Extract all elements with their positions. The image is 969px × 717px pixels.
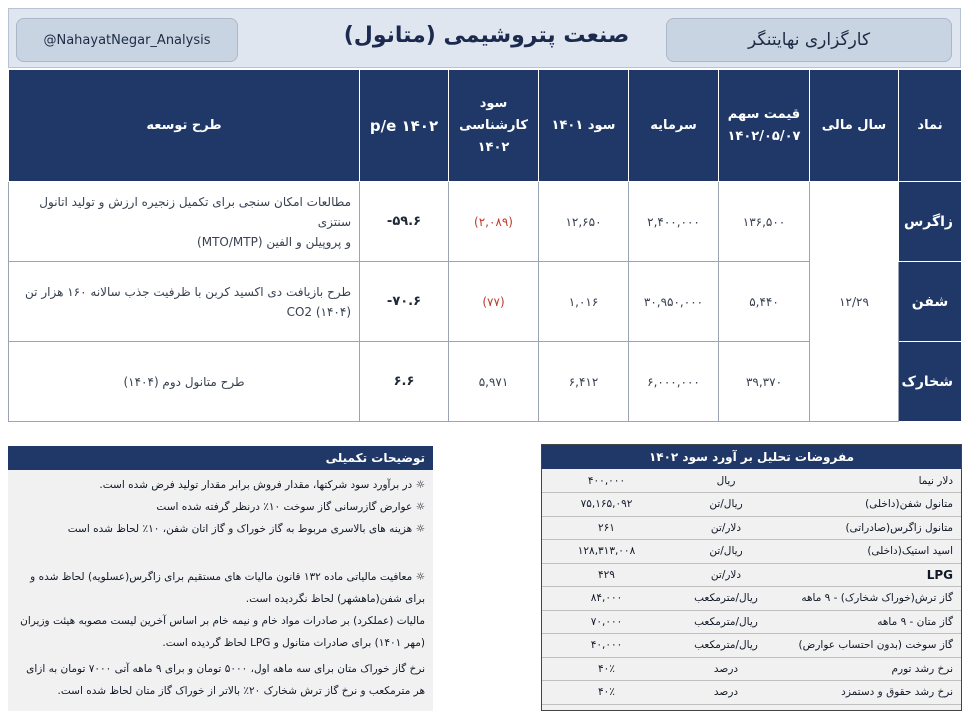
note-item (8, 566, 433, 588)
col-plan: طرح توسعه (9, 70, 360, 182)
assumption-value: ۴۰,۰۰۰ (542, 634, 671, 658)
table-row (542, 634, 961, 658)
note-item: نرخ گاز خوراک متان برای سه ماهه اول، ۵۰۰۰ تومان و برای ۹ ماهه آتی ۷۰۰۰ تومان به ازای (26, 663, 425, 675)
pe-cell: -۷۰.۶ (360, 262, 449, 342)
profit-1401-cell: ۶,۴۱۲ (539, 342, 629, 422)
col-expert-profit (449, 70, 539, 182)
plan-line1: طرح بازیافت دی اکسید کربن با ظرفیت جذب سالانه ۱۶۰ هزار تن (25, 284, 351, 299)
plan-cell (9, 182, 360, 262)
table-row (542, 516, 961, 540)
assumptions-panel (541, 444, 962, 711)
plan-line2: و پروپیلن و الفین (MTO/MTP) (197, 234, 351, 249)
assumption-key: نرخ رشد تورم (781, 657, 961, 681)
capital-cell: ۲,۴۰۰,۰۰۰ (629, 182, 719, 262)
col-expert-line1: سود کارشناسی (459, 95, 528, 133)
expert-profit-cell: (۷۷) (449, 262, 539, 342)
price-cell: ۱۳۶,۵۰۰ (719, 182, 810, 262)
assumption-value: ۴۰۰,۰۰۰ (542, 469, 671, 493)
assumption-unit: ریال/مترمکعب (671, 587, 781, 611)
assumptions-table (542, 469, 961, 705)
table-row (542, 657, 961, 681)
table-row (542, 469, 961, 493)
assumptions-title: مفروضات تحلیل بر آورد سود ۱۴۰۲ (542, 445, 961, 469)
symbol-cell[interactable]: شخارک (899, 342, 962, 422)
assumption-unit: درصد (671, 681, 781, 705)
note-item-cont: برای شفن(ماهشهر) لحاظ نگردیده است. (245, 593, 425, 605)
plan-cell (9, 262, 360, 342)
assumption-value: ۷۵,۱۶۵,۰۹۲ (542, 493, 671, 517)
assumption-unit: درصد (671, 657, 781, 681)
assumption-value: ۱۲۸,۳۱۳,۰۰۸ (542, 540, 671, 564)
assumption-key: متانول زاگرس(صادراتی) (781, 516, 961, 540)
assumption-key: گاز ترش(خوراک شخارک) - ۹ ماهه (781, 587, 961, 611)
header-bar (8, 8, 961, 68)
note-text: در برآورد سود شرکتها، مقدار فروش برابر مقدار تولید فرض شده است. (99, 479, 413, 491)
symbol-cell[interactable]: شفن (899, 262, 962, 342)
plan-line2: CO2 (۱۴۰۴) (286, 304, 351, 319)
assumption-value: ۲۶۱ (542, 516, 671, 540)
companies-table (8, 69, 962, 422)
capital-cell: ۶,۰۰۰,۰۰۰ (629, 342, 719, 422)
table-row (542, 540, 961, 564)
expert-profit-cell: ۵,۹۷۱ (449, 342, 539, 422)
assumption-unit: ریال/مترمکعب (671, 610, 781, 634)
table-row (9, 182, 962, 262)
note-text: عوارض گازرسانی گاز سوخت ۱۰٪ درنظر گرفته شده است (156, 501, 413, 513)
price-cell: ۵,۴۴۰ (719, 262, 810, 342)
assumption-value: ۴۲۹ (542, 563, 671, 587)
price-cell: ۳۹,۳۷۰ (719, 342, 810, 422)
pe-cell: -۵۹.۶ (360, 182, 449, 262)
col-pe: p/e ۱۴۰۲ (360, 70, 449, 182)
col-profit-1401: سود ۱۴۰۱ (539, 70, 629, 182)
assumption-key: گاز سوخت (بدون احتساب عوارض) (781, 634, 961, 658)
notes-panel (8, 446, 433, 711)
social-handle[interactable]: @NahayatNegar_Analysis (16, 18, 238, 62)
brand-name: کارگزاری نهایتنگر (666, 18, 952, 62)
note-item (8, 496, 433, 518)
pe-cell: ۶.۶ (360, 342, 449, 422)
assumption-value: ۴۰٪ (542, 657, 671, 681)
assumption-unit: دلار/تن (671, 563, 781, 587)
plan-line1: مطالعات امکان سنجی برای تکمیل زنجیره ارزش و تولید اتانول سنتزی (39, 194, 351, 229)
col-price-line1: قیمت سهم (727, 106, 801, 122)
assumption-key: دلار نیما (781, 469, 961, 493)
assumption-key: گاز متان - ۹ ماهه (781, 610, 961, 634)
col-fiscal-year: سال مالی (810, 70, 899, 182)
fiscal-year-cell: ۱۲/۲۹ (810, 182, 899, 422)
table-row (542, 493, 961, 517)
note-item (8, 474, 433, 496)
assumption-unit: ریال/مترمکعب (671, 634, 781, 658)
profit-1401-cell: ۱۲,۶۵۰ (539, 182, 629, 262)
assumption-unit: دلار/تن (671, 516, 781, 540)
assumption-value: ۸۴,۰۰۰ (542, 587, 671, 611)
table-row (542, 563, 961, 587)
symbol-cell[interactable]: زاگرس (899, 182, 962, 262)
note-text: معافیت مالیاتی ماده ۱۳۲ قانون مالیات های مستقیم برای زاگرس(عسلویه) لحاظ شده و (30, 571, 413, 583)
assumption-key: نرخ رشد حقوق و دستمزد (781, 681, 961, 705)
plan-cell (9, 342, 360, 422)
bullet-icon: ☼ (412, 501, 425, 513)
col-price (719, 70, 810, 182)
note-item (8, 518, 433, 540)
assumption-key: اسید استیک(داخلی) (781, 540, 961, 564)
table-header-row (9, 70, 962, 182)
table-row (542, 610, 961, 634)
note-item-cont: (مهر ۱۴۰۱) برای صادرات متانول و LPG لحاظ گردیده است. (162, 637, 425, 649)
col-capital: سرمایه (629, 70, 719, 182)
bullet-icon: ☼ (412, 479, 425, 491)
capital-cell: ۳۰,۹۵۰,۰۰۰ (629, 262, 719, 342)
expert-profit-cell: (۲,۰۸۹) (449, 182, 539, 262)
assumption-key: متانول شفن(داخلی) (781, 493, 961, 517)
assumption-unit: ریال/تن (671, 493, 781, 517)
profit-1401-cell: ۱,۰۱۶ (539, 262, 629, 342)
page-title: صنعت پتروشیمی (متانول) (343, 23, 630, 48)
note-item-cont: هر مترمکعب و نرخ گاز ترش شخارک ۲۰٪ بالاتر از خوراک گاز متان لحاظ شده است. (57, 685, 425, 697)
note-text: هزینه های بالاسری مربوط به گاز خوراک و گاز اتان شفن، ۱۰٪ لحاظ شده است (67, 523, 413, 535)
assumption-value: ۷۰,۰۰۰ (542, 610, 671, 634)
table-row (542, 587, 961, 611)
table-row (542, 681, 961, 705)
bullet-icon: ☼ (412, 571, 425, 583)
assumption-value: ۴۰٪ (542, 681, 671, 705)
note-item: مالیات (عملکرد) بر صادرات مواد خام و نیمه خام بر اساس آخرین لیست مصوبه هیئت وزیران (20, 615, 425, 627)
col-expert-line2: ۱۴۰۲ (477, 139, 510, 155)
assumption-unit: ریال (671, 469, 781, 493)
col-symbol: نماد (899, 70, 962, 182)
notes-title: توضیحات تکمیلی (8, 446, 433, 470)
assumption-key: LPG (781, 563, 961, 587)
plan-line1: طرح متانول دوم (۱۴۰۴) (123, 374, 245, 389)
col-price-line2: ۱۴۰۲/۰۵/۰۷ (727, 128, 801, 144)
bullet-icon: ☼ (412, 523, 425, 535)
assumption-unit: ریال/تن (671, 540, 781, 564)
